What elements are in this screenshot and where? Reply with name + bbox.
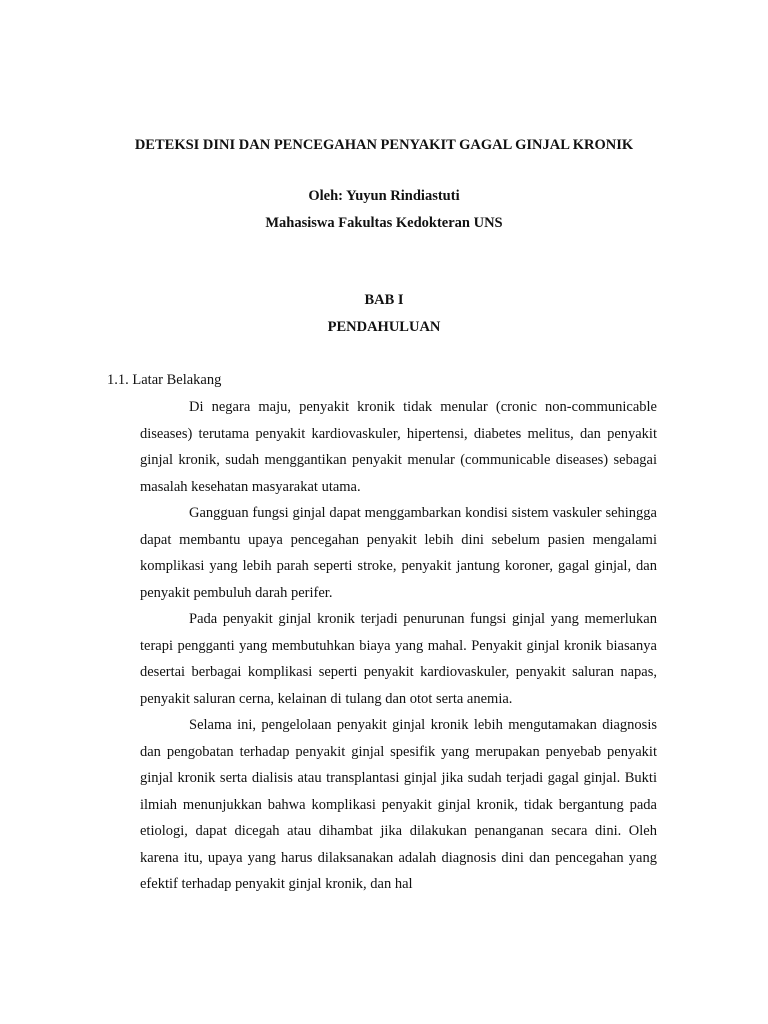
- affiliation-line: Mahasiswa Fakultas Kedokteran UNS: [265, 215, 503, 231]
- paragraph: Gangguan fungsi ginjal dapat menggambarkan kondisi sistem vaskuler sehingga dapat membantu upaya pencegahan penyakit lebih dini sebelum pasien mengalami komplikasi yang lebih parah seperti stroke, penyakit jantung koroner, gagal ginjal, dan penyakit pembuluh darah perifer.: [140, 505, 657, 601]
- paragraph: Di negara maju, penyakit kronik tidak menular (cronic non-communicable diseases) terutama penyakit kardiovaskuler, hipertensi, diabetes melitus, dan penyakit ginjal kronik, sudah menggantikan penyakit menular (communicable diseases) sebagai masalah kesehatan masyarakat utama.: [140, 399, 657, 495]
- document-title: DETEKSI DINI DAN PENCEGAHAN PENYAKIT GAGAL GINJAL KRONIK: [134, 137, 634, 153]
- chapter-number: BAB I: [364, 292, 404, 308]
- paragraph: Pada penyakit ginjal kronik terjadi penurunan fungsi ginjal yang memerlukan terapi pengganti yang membutuhkan biaya yang mahal. Penyakit ginjal kronik biasanya desertai berbagai komplikasi seperti penyakit kardiovaskuler, penyakit saluran napas, penyakit saluran cerna, kelainan di tulang dan otot serta anemia.: [140, 611, 657, 707]
- section-heading: 1.1. Latar Belakang: [107, 372, 222, 388]
- chapter-title: PENDAHULUAN: [327, 319, 441, 335]
- author-line: Oleh: Yuyun Rindiastuti: [308, 188, 460, 204]
- paragraph: Selama ini, pengelolaan penyakit ginjal kronik lebih mengutamakan diagnosis dan pengobatan terhadap penyakit ginjal spesifik yang merupakan penyebab penyakit ginjal kronik serta dialisis atau transplantasi ginjal jika sudah terjadi gagal ginjal. Bukti ilmiah menunjukkan bahwa komplikasi penyakit ginjal kronik, tidak bergantung pada etiologi, dapat dicegah atau dihambat jika dilakukan penanganan secara dini. Oleh karena itu, upaya yang harus dilaksanakan adalah diagnosis dini dan pencegahan yang efektif terhadap penyakit ginjal kronik, dan hal: [140, 717, 657, 892]
- body-text: [140, 394, 657, 898]
